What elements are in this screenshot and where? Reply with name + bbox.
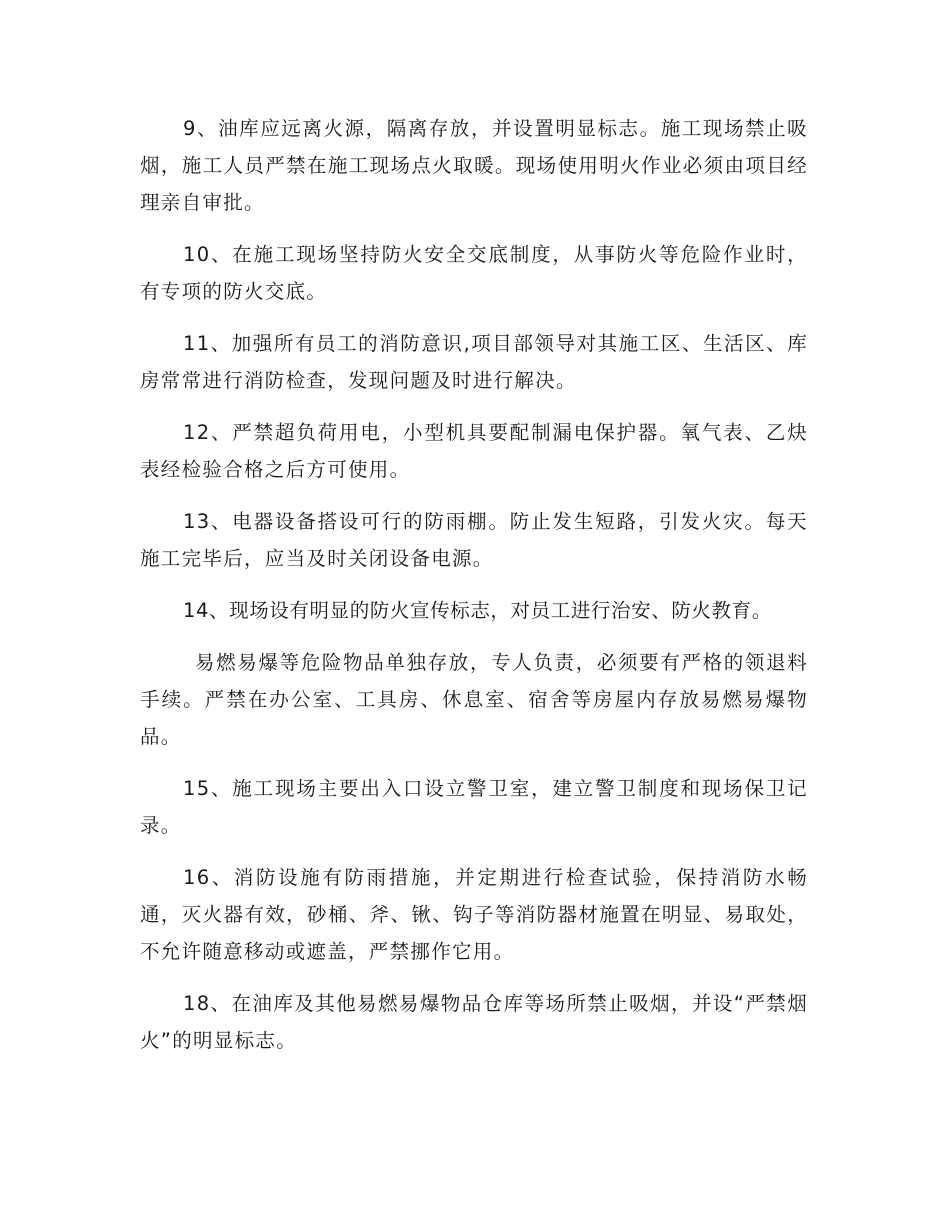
paragraph-item-11: 11、加强所有员工的消防意识,项目部领导对其施工区、生活区、库房常常进行消防检查，发现问题及时进行解决。 (140, 332, 808, 392)
paragraph-item-9: 9、油库应远离火源，隔离存放，并设置明显标志。施工现场禁止吸烟，施工人员严禁在施工现场点火取暖。现场使用明火作业必须由项目经理亲自审批。 (140, 117, 808, 214)
paragraph-item-14: 14、现场设有明显的防火宣传标志，对员工进行治安、防火教育。 (183, 599, 772, 622)
paragraph-item-15: 15、施工现场主要出入口设立警卫室，建立警卫制度和现场保卫记录。 (140, 777, 808, 837)
paragraph-item-13: 13、电器设备搭设可行的防雨棚。防止发生短路，引发火灾。每天施工完毕后，应当及时关闭设备电源。 (140, 510, 808, 570)
document-body (140, 110, 808, 1074)
paragraph-item-12: 12、严禁超负荷用电，小型机具要配制漏电保护器。氧气表、乙炔表经检验合格之后方可使用。 (140, 421, 808, 481)
paragraph-hazardous-storage: 易燃易爆等危险物品单独存放，专人负责，必须要有严格的领退料手续。严禁在办公室、工具房、休息室、宿舍等房屋内存放易燃易爆物品。 (140, 651, 808, 748)
paragraph-item-10: 10、在施工现场坚持防火安全交底制度，从事防火等危险作业时，有专项的防火交底。 (140, 243, 808, 303)
paragraph-item-18: 18、在油库及其他易燃易爆物品仓库等场所禁止吸烟，并设“严禁烟火”的明显标志。 (140, 992, 808, 1052)
paragraph-item-16: 16、消防设施有防雨措施，并定期进行检查试验，保持消防水畅通，灭火器有效，砂桶、斧、锹、钩子等消防器材施置在明显、易取处，不允许随意移动或遮盖，严禁挪作它用。 (140, 866, 808, 963)
